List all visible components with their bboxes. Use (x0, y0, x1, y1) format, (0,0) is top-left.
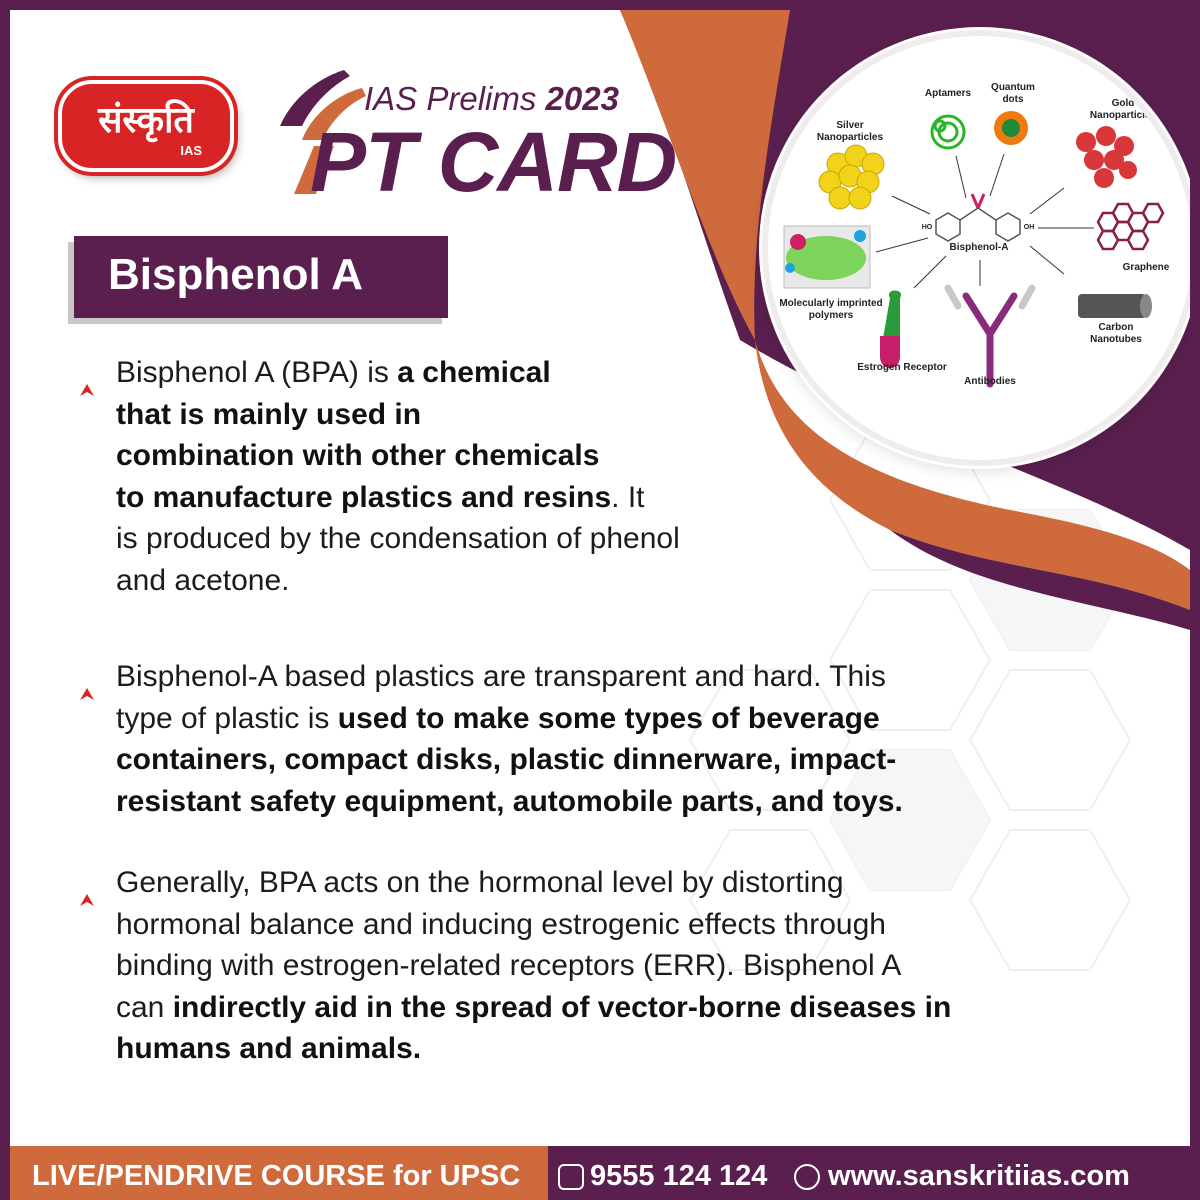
bold-text: containers, compact disks, plastic dinnerware, impact- (116, 743, 897, 776)
phone-number[interactable]: 9555 124 124 (590, 1160, 768, 1192)
page-title: Bisphenol A (108, 250, 364, 299)
phone-icon (558, 1164, 584, 1190)
aptamers-icon (932, 116, 964, 148)
bullet-line (116, 352, 680, 394)
bullet-line (116, 739, 903, 781)
label-estrogen-receptor: Estrogen Receptor (857, 362, 947, 373)
bullet-text (116, 352, 680, 601)
antibody-icon (948, 288, 1032, 384)
label-molecularly-imprinted-polymers: Molecularly imprinted polymers (779, 298, 883, 321)
label-graphene: Graphene (1122, 262, 1170, 273)
bold-text: combination with other chemicals (116, 439, 600, 472)
molecularly-imprinted-polymer-icon (784, 226, 870, 288)
label-ho: HO (921, 224, 933, 231)
footer-bar (10, 1146, 1200, 1200)
gold-nanoparticles-icon (1076, 126, 1137, 188)
diagram-arrows (876, 154, 1094, 288)
globe-icon (794, 1164, 820, 1190)
bold-text: indirectly aid in the spread of vector-borne diseases in (172, 990, 952, 1024)
bullet-line (116, 394, 680, 436)
bullet-line (116, 1028, 951, 1070)
text-segment: Bisphenol-A based plastics are transparent and hard. This (116, 660, 886, 693)
prelims-label: IAS Prelims (364, 80, 546, 117)
bullet-line (116, 904, 951, 946)
bullet-line (116, 987, 951, 1029)
label-silver-nanoparticles: Silver Nanoparticles (816, 120, 884, 143)
text-segment: type of plastic is (116, 701, 338, 735)
title-banner (74, 236, 448, 318)
text-segment: Generally, BPA acts on the hormonal level by distorting (116, 866, 844, 899)
bullet-line (116, 862, 951, 904)
text-segment: and acetone. (116, 563, 290, 597)
bullet-line (116, 477, 680, 519)
bullet-line (116, 518, 680, 560)
bisphenol-diagram (762, 30, 1198, 466)
bullet-line (116, 435, 680, 477)
course-label: LIVE/PENDRIVE COURSE for UPSC (32, 1160, 521, 1192)
pt-card-heading: PT CARD (310, 115, 677, 209)
logo-subtext: IAS (180, 143, 202, 158)
label-quantum-dots: Quantum dots (991, 82, 1035, 105)
bullet-line (116, 945, 951, 987)
prelims-heading (364, 80, 619, 118)
carbon-nanotube-icon (1078, 294, 1152, 318)
label-antibodies: Antibodies (964, 376, 1016, 387)
bold-text: that is mainly used in (116, 397, 422, 431)
text-segment: binding with estrogen-related receptors (ERR). Bisphenol A (116, 949, 902, 982)
logo-text: संस्कृति (98, 99, 194, 141)
bold-text: to manufacture plastics and resins (116, 480, 612, 514)
sanskriti-logo (58, 80, 234, 172)
bisphenol-a-molecule-icon (936, 194, 1020, 241)
graphene-icon (1098, 204, 1163, 249)
silver-nanoparticles-icon (819, 145, 884, 209)
label-carbon-nanotubes: Carbon Nanotubes (1090, 322, 1142, 345)
bold-text: a chemical (397, 356, 551, 389)
bullet-line (116, 656, 903, 698)
label-oh: OH (1023, 224, 1035, 231)
bullet-text (116, 862, 951, 1070)
prelims-year: 2023 (545, 80, 619, 117)
label-gold-nanoparticles: Gold Nanoparticles (1089, 98, 1157, 121)
label-aptamers: Aptamers (924, 88, 972, 99)
bold-text: used to make some types of beverage (337, 701, 880, 735)
bullet-line (116, 698, 903, 740)
text-segment: . It (611, 480, 645, 514)
website-link[interactable]: www.sanskritiias.com (828, 1160, 1130, 1192)
text-segment: is produced by the condensation of phenol (116, 522, 680, 555)
text-segment: can (116, 990, 173, 1024)
footer-course-section (10, 1146, 548, 1200)
bold-text: humans and animals. (116, 1032, 422, 1065)
text-segment: Bisphenol A (BPA) is (116, 356, 398, 389)
bold-text: resistant safety equipment, automobile parts, and toys. (116, 784, 903, 818)
bullet-line (116, 560, 680, 602)
text-segment: hormonal balance and inducing estrogenic effects through (116, 907, 886, 941)
bullet-line (116, 781, 903, 823)
label-bisphenol-a: Bisphenol-A (949, 242, 1009, 253)
bullet-text (116, 656, 903, 822)
